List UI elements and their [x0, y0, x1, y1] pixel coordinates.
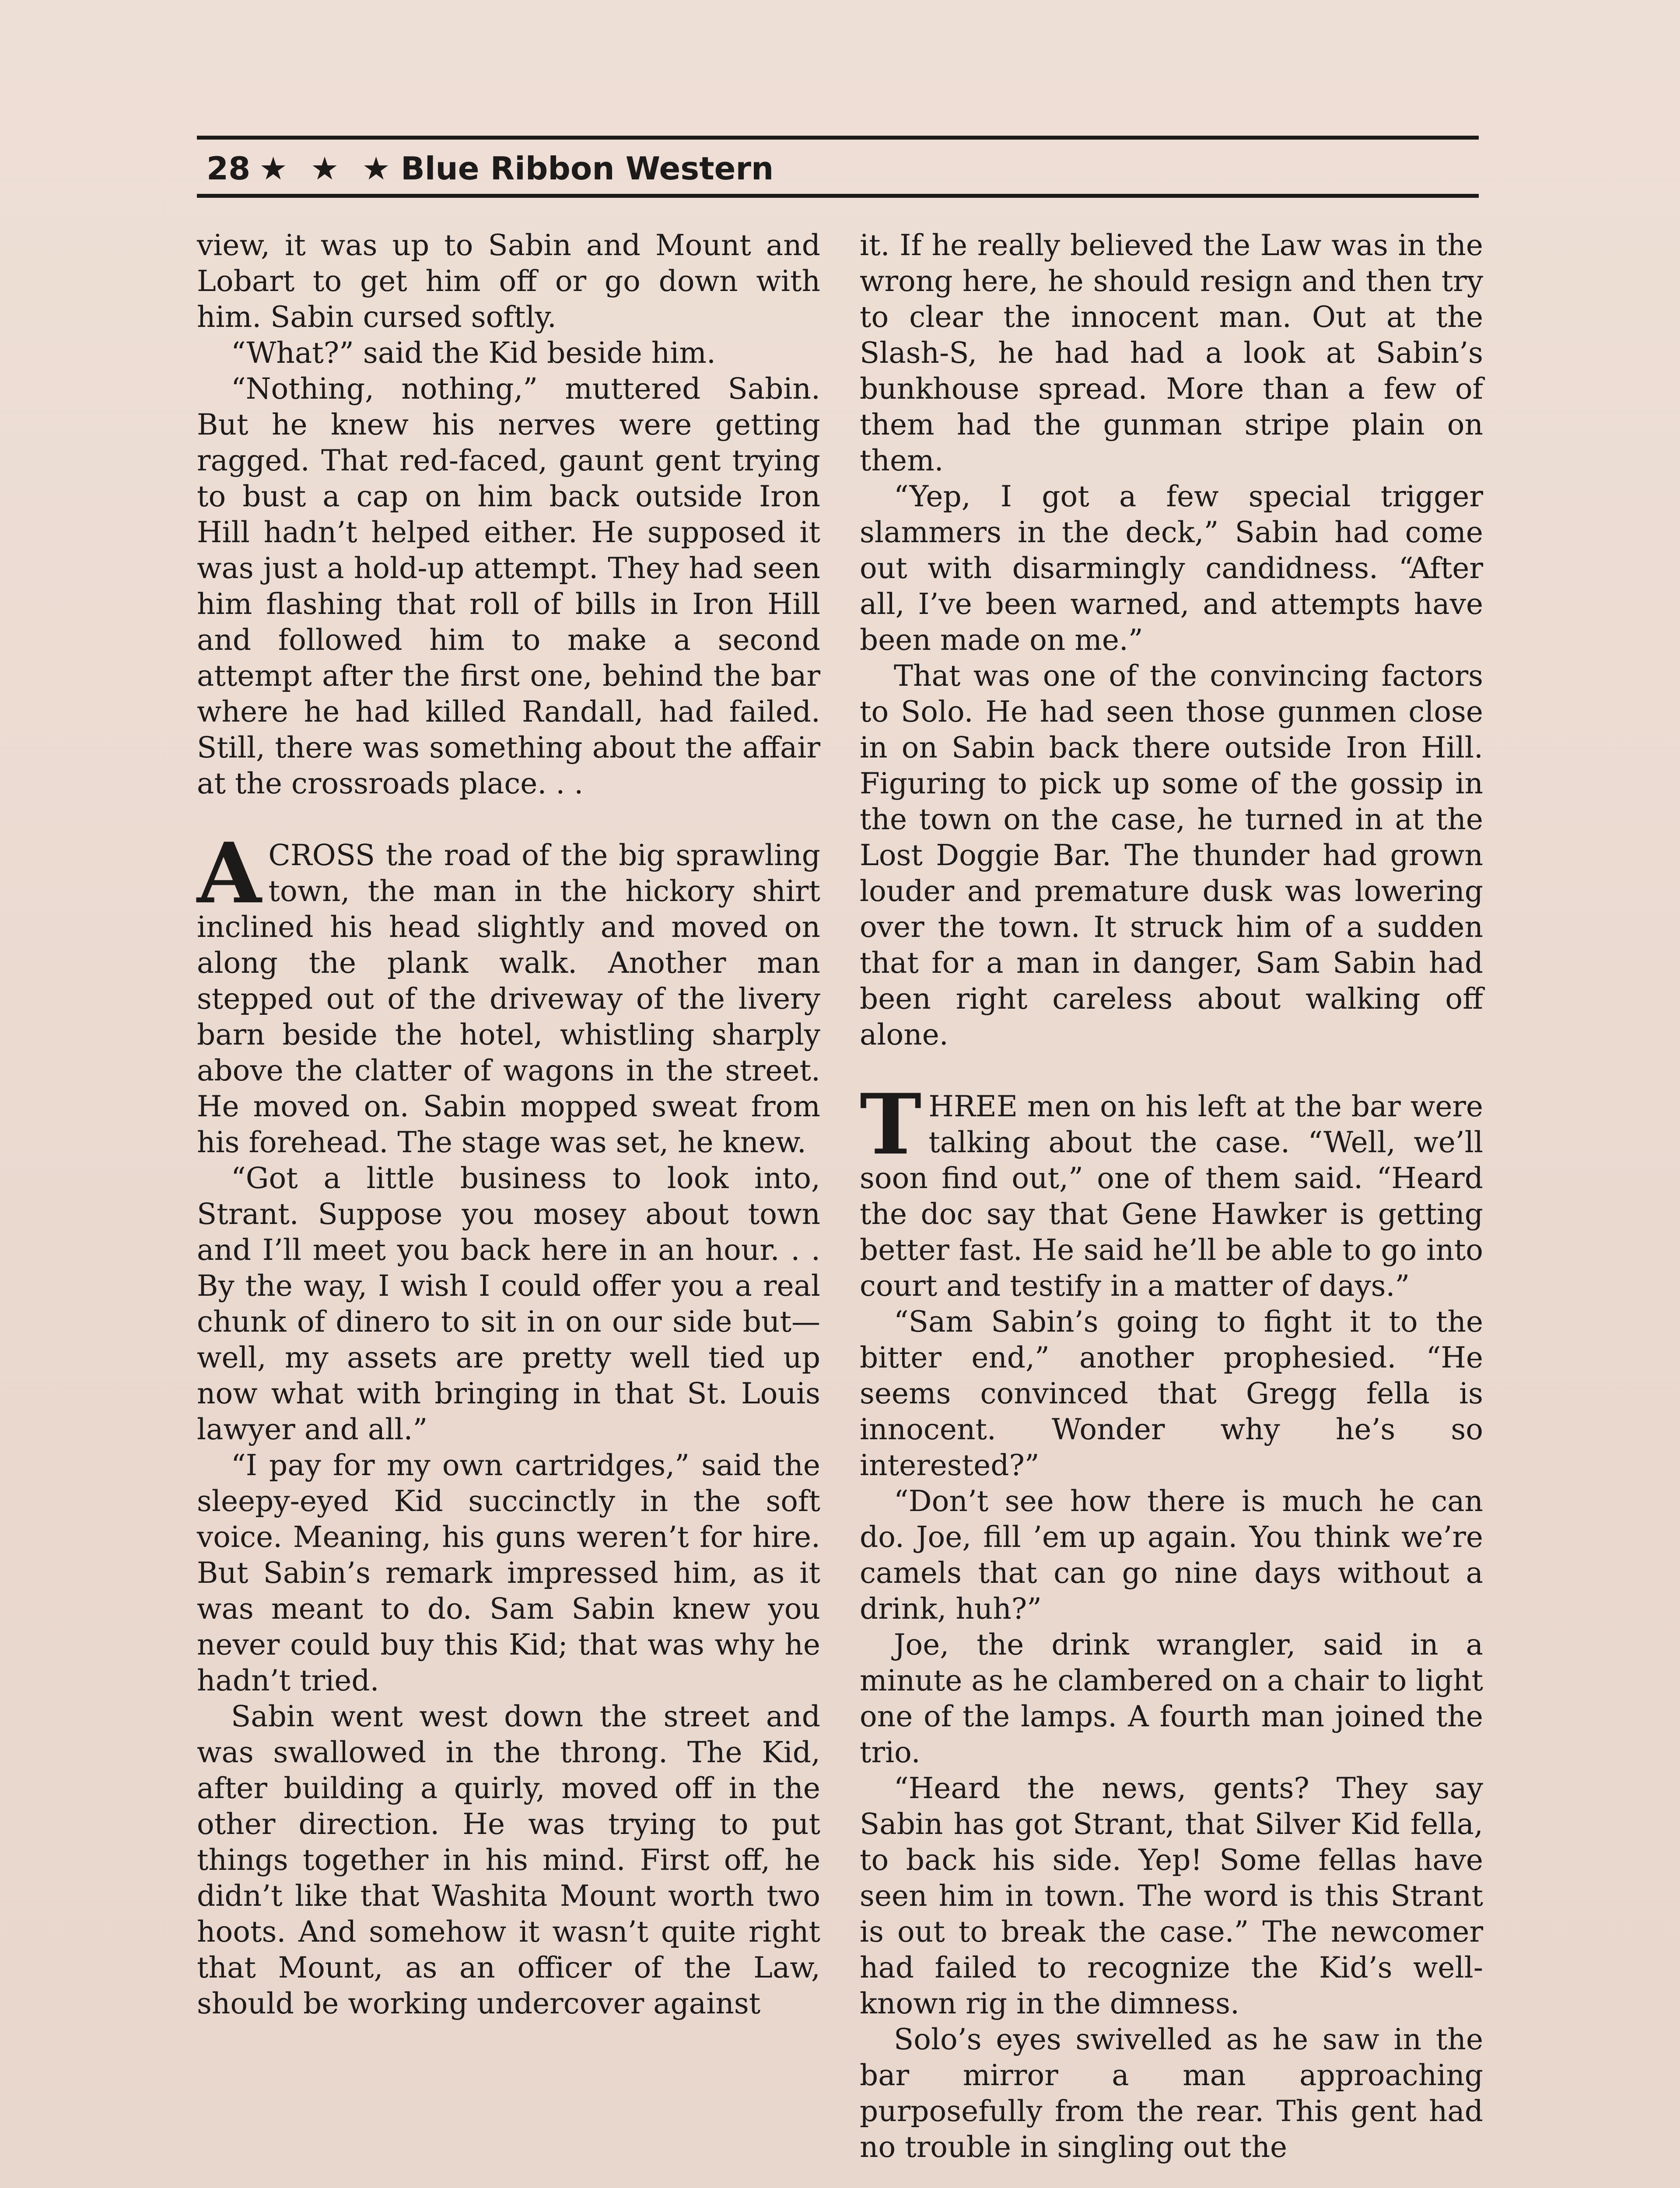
header-stars: ★ ★ ★ [259, 150, 396, 187]
paragraph: “What?” said the Kid beside him. [231, 336, 716, 370]
drop-cap: A [197, 824, 262, 922]
header-line [206, 151, 774, 186]
paragraph: “Don’t see how there is much he can do. Joe, fill ’em up again. You think we’re camels that can go nine days without a drink, huh?” [860, 1484, 1483, 1626]
paragraph: Sabin went west down the street and was swallowed in the throng. The Kid, after building a quirly, moved off in the other direction. He was trying to put things together in his mind. First off, he didn’t like that Washita Mount worth two hoots. And somehow it wasn’t quite right that Mount, as an officer of the Law, should be working undercover against [197, 1700, 820, 2020]
paragraph: view, it was up to Sabin and Mount and Lobart to get him off or go down with him. Sabin cursed softly. [197, 228, 820, 334]
page-number: 28 [206, 150, 251, 187]
left-column [197, 228, 820, 2022]
drop-cap: T [860, 1076, 922, 1173]
section-paragraph [197, 824, 820, 1161]
right-column [860, 228, 1483, 2165]
paragraph: “Nothing, nothing,” muttered Sabin. But he knew his nerves were getting ragged. That red-faced, gaunt gent trying to bust a cap on him back outside Iron Hill hadn’t helped either. He supposed it was just a hold-up attempt. They had seen him flashing that roll of bills in Iron Hill and followed him to make a second attempt after the first one, behind the bar where he had killed Randall, had failed. Still, there was something about the affair at the crossroads place. . . [197, 372, 820, 800]
paragraph: Solo’s eyes swivelled as he saw in the bar mirror a man approaching purposefully from the rear. This gent had no trouble in singling out the [860, 2023, 1483, 2164]
paragraph-text: HREE men on his left at the bar were talking about the case. “Well, we’ll soon find out,” one of them said. “Heard the doc say that Gene Hawker is getting better fast. He said he’ll be able to go into court and testify in a matter of days.” [860, 1090, 1483, 1303]
paragraph: Joe, the drink wrangler, said in a minute as he clambered on a chair to light one of the lamps. A fourth man joined the trio. [860, 1628, 1483, 1769]
paragraph: it. If he really believed the Law was in the wrong here, he should resign and then try to clear the innocent man. Out at the Slash-S, he had had a look at Sabin’s bunkhouse spread. More than a few of them had the gunman stripe plain on them. [860, 228, 1483, 477]
page-header [197, 136, 1479, 198]
paragraph: “Yep, I got a few special trigger slammers in the deck,” Sabin had come out with disarmingly candidness. “After all, I’ve been warned, and attempts have been made on me.” [860, 480, 1483, 657]
section-paragraph [860, 1076, 1483, 1304]
paragraph: “I pay for my own cartridges,” said the sleepy-eyed Kid succinctly in the soft voice. Meaning, his guns weren’t for hire. But Sabin’s remark impressed him, as it was meant to do. Sam Sabin knew you never could buy this Kid; that was why he hadn’t tried. [197, 1448, 820, 1697]
paragraph: “Sam Sabin’s going to fight it to the bitter end,” another prophesied. “He seems convinced that Gregg fella is innocent. Wonder why he’s so interested?” [860, 1305, 1483, 1482]
magazine-title: Blue Ribbon Western [400, 150, 774, 187]
paragraph: “Heard the news, gents? They say Sabin has got Strant, that Silver Kid fella, to back his side. Yep! Some fellas have seen him in town. The word is this Strant is out to break the case.” The newcomer had failed to recognize the Kid’s well-known rig in the dimness. [860, 1771, 1483, 2020]
paragraph: “Got a little business to look into, Strant. Suppose you mosey about town and I’ll meet you back here in an hour. . . By the way, I wish I could offer you a real chunk of dinero to sit in on our side but—well, my assets are pretty well tied up now what with bringing in that St. Louis lawyer and all.” [197, 1161, 820, 1446]
paragraph-text: CROSS the road of the big sprawling town, the man in the hickory shirt inclined his head slightly and moved on along the plank walk. Another man stepped out of the driveway of the livery barn beside the hotel, whistling sharply above the clatter of wagons in the street. He moved on. Sabin mopped sweat from his forehead. The stage was set, he knew. [197, 838, 820, 1159]
paragraph: That was one of the convincing factors to Solo. He had seen those gunmen close in on Sabin back there outside Iron Hill. Figuring to pick up some of the gossip in the town on the case, he turned in at the Lost Doggie Bar. The thunder had grown louder and premature dusk was lowering over the town. It struck him of a sudden that for a man in danger, Sam Sabin had been right careless about walking off alone. [860, 659, 1483, 1052]
